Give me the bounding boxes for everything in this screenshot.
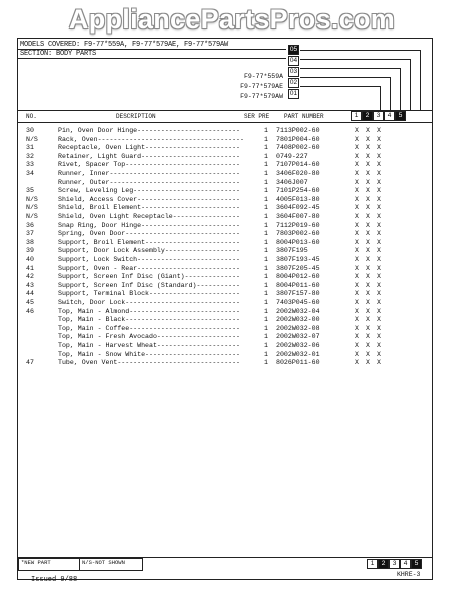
model-applicability-mark: X: [366, 256, 370, 263]
model-applicability-mark: X: [377, 127, 381, 134]
connector-line: [410, 59, 411, 110]
footer-model-box: 2: [378, 559, 389, 569]
model-applicability-mark: X: [366, 152, 370, 160]
item-number: 39: [26, 247, 34, 255]
part-description: Snap Ring, Door Hinge-------------------------: [58, 221, 241, 229]
not-shown-legend: N/S-NOT SHOWN: [82, 559, 125, 566]
part-description: Top, Main - Black-----------------------------: [58, 316, 241, 324]
footer-model-box: 5: [411, 559, 422, 569]
model-applicability-mark: X: [366, 264, 370, 272]
model-applicability-mark: X: [377, 281, 381, 289]
part-number: 2002W032-06: [276, 342, 320, 349]
model-applicability-mark: X: [366, 195, 370, 203]
connector-line: [400, 68, 401, 110]
part-quantity: 1: [264, 359, 268, 367]
part-number: 3406J007: [276, 178, 308, 186]
item-number: 38: [26, 238, 34, 246]
model-col-box: 4: [384, 111, 395, 121]
part-number: 7112P019-60: [276, 221, 320, 229]
part-number: 2002W032-07: [276, 333, 320, 341]
model-applicability-mark: X: [355, 333, 359, 341]
part-number: 0749-227: [276, 152, 308, 160]
header-divider: [18, 49, 286, 50]
part-quantity: 1: [264, 195, 268, 203]
model-applicability-mark: X: [366, 204, 370, 212]
footer-model-box: 3: [389, 559, 400, 569]
model-applicability-mark: X: [355, 359, 359, 367]
part-quantity: 1: [264, 213, 268, 220]
part-description: Support, Terminal Block-----------------------: [58, 290, 241, 298]
model-applicability-mark: X: [355, 178, 359, 186]
part-quantity: 1: [264, 161, 268, 169]
model-applicability-mark: X: [355, 256, 359, 263]
part-quantity: 1: [264, 221, 268, 229]
model-applicability-mark: X: [377, 170, 381, 177]
model-applicability-mark: X: [355, 247, 359, 255]
model-applicability-mark: X: [355, 221, 359, 229]
part-description: Top, Main - Almond----------------------------: [58, 307, 241, 315]
column-header-bottom-rule: [18, 122, 432, 123]
header-divider: [18, 58, 286, 59]
model-col-box: 1: [351, 111, 362, 121]
table-row: [18, 358, 432, 367]
part-description: Support, Screen Inf Disc (Giant)--------------: [58, 273, 241, 281]
model-applicability-mark: X: [366, 307, 370, 315]
item-number: N/S: [26, 213, 38, 220]
model-applicability-mark: X: [366, 187, 370, 195]
connector-line: [300, 59, 410, 60]
section-line: SECTION: BODY PARTS: [20, 50, 97, 58]
model-applicability-mark: X: [377, 359, 381, 367]
part-number: 8004P011-60: [276, 281, 320, 289]
connector-line: [300, 68, 400, 69]
part-description: Switch, Door Lock-----------------------------: [58, 299, 241, 306]
part-number: 8004P013-60: [276, 238, 320, 246]
part-number: 3604F007-80: [276, 213, 320, 220]
model-applicability-mark: X: [355, 195, 359, 203]
item-number: 42: [26, 273, 34, 281]
model-applicability-mark: X: [366, 178, 370, 186]
model-applicability-mark: X: [366, 170, 370, 177]
part-quantity: 1: [264, 307, 268, 315]
part-description: Top, Main - Snow White------------------------: [58, 350, 241, 358]
model-applicability-mark: X: [366, 230, 370, 238]
part-quantity: 1: [264, 178, 268, 186]
model-applicability-mark: X: [366, 127, 370, 134]
parts-list-page: [17, 38, 433, 580]
model-label: F9-77*579AW: [240, 93, 283, 100]
model-applicability-mark: X: [355, 230, 359, 238]
part-number: 7101P254-60: [276, 187, 320, 195]
part-number: 7801P004-60: [276, 135, 320, 143]
part-number: 4005F013-80: [276, 195, 320, 203]
model-col-box: 5: [395, 111, 406, 121]
model-applicability-mark: X: [377, 299, 381, 306]
model-applicability-mark: X: [366, 135, 370, 143]
item-number: 35: [26, 187, 34, 195]
model-index-box: 01: [289, 90, 298, 97]
col-header-description: DESCRIPTION: [116, 113, 156, 120]
part-number: 8026P011-60: [276, 359, 320, 367]
model-applicability-mark: X: [377, 350, 381, 358]
part-description: Top, Main - Harvest Wheat---------------------: [58, 342, 241, 349]
model-index-box: 05: [289, 46, 298, 53]
model-applicability-mark: X: [377, 178, 381, 186]
model-applicability-mark: X: [377, 273, 381, 281]
connector-line: [300, 86, 380, 87]
part-description: Retainer, Light Guard-------------------------: [58, 152, 241, 160]
part-number: 7408P002-60: [276, 144, 320, 152]
part-number: 2002W032-01: [276, 350, 320, 358]
model-applicability-mark: X: [366, 213, 370, 220]
model-applicability-mark: X: [355, 170, 359, 177]
part-quantity: 1: [264, 170, 268, 177]
model-applicability-mark: X: [377, 333, 381, 341]
part-quantity: 1: [264, 187, 268, 195]
model-applicability-mark: X: [377, 290, 381, 298]
part-number: 3807F195: [276, 247, 308, 255]
part-number: 8004P012-60: [276, 273, 320, 281]
model-applicability-mark: X: [366, 350, 370, 358]
footer-model-box: 4: [400, 559, 411, 569]
model-col-box: 3: [373, 111, 384, 121]
models-covered-line: MODELS COVERED: F9-77*559A, F9-77*579AE, F9-77*579AW: [20, 41, 229, 49]
part-quantity: 1: [264, 342, 268, 349]
part-description: Tube, Oven Vent-------------------------------: [58, 359, 241, 367]
model-applicability-mark: X: [355, 350, 359, 358]
connector-line: [390, 77, 391, 110]
col-header-part-number: PART NUMBER: [284, 113, 324, 120]
part-number: 3807F157-80: [276, 290, 320, 298]
col-header-qty: SER PRE: [244, 113, 270, 120]
part-quantity: 1: [264, 230, 268, 238]
model-applicability-mark: X: [366, 299, 370, 306]
model-index-box: 02: [289, 79, 298, 86]
part-quantity: 1: [264, 316, 268, 324]
part-number: 3406F020-80: [276, 170, 320, 177]
part-description: Pin, Oven Door Hinge--------------------------: [58, 127, 241, 134]
part-number: 3807F193-45: [276, 256, 320, 263]
item-number: 34: [26, 170, 34, 177]
part-number: 7403P045-60: [276, 299, 320, 306]
model-applicability-mark: X: [355, 213, 359, 220]
model-applicability-mark: X: [377, 342, 381, 349]
model-applicability-mark: X: [377, 316, 381, 324]
model-applicability-mark: X: [355, 204, 359, 212]
model-applicability-mark: X: [355, 264, 359, 272]
model-applicability-mark: X: [355, 281, 359, 289]
part-description: Runner, Inner---------------------------------: [58, 170, 241, 177]
issued-date: Issued 9/88: [31, 576, 78, 584]
model-applicability-mark: X: [366, 324, 370, 332]
item-number: 41: [26, 264, 34, 272]
item-number: N/S: [26, 204, 38, 212]
part-description: Support, Door Lock Assembly-------------------: [58, 247, 241, 255]
model-applicability-mark: X: [366, 273, 370, 281]
model-applicability-mark: X: [355, 161, 359, 169]
model-applicability-mark: X: [377, 264, 381, 272]
model-applicability-mark: X: [366, 238, 370, 246]
item-number: 30: [26, 127, 34, 134]
footer-model-box: 1: [367, 559, 378, 569]
part-number: 3807F205-45: [276, 264, 320, 272]
model-applicability-mark: X: [377, 144, 381, 152]
part-description: Top, Main - Coffee----------------------------: [58, 324, 241, 332]
item-number: 45: [26, 299, 34, 306]
part-quantity: 1: [264, 127, 268, 134]
part-quantity: 1: [264, 290, 268, 298]
part-quantity: 1: [264, 273, 268, 281]
page-code: KHRE-3: [397, 571, 421, 578]
model-applicability-mark: X: [377, 247, 381, 255]
model-applicability-mark: X: [366, 290, 370, 298]
item-number: 47: [26, 359, 34, 367]
model-applicability-mark: X: [377, 256, 381, 263]
model-label: F9-77*579AE: [240, 83, 283, 90]
model-applicability-mark: X: [355, 127, 359, 134]
part-quantity: 1: [264, 299, 268, 306]
model-applicability-mark: X: [355, 135, 359, 143]
model-applicability-mark: X: [355, 290, 359, 298]
part-description: Top, Main - Fresh Avocado---------------------: [58, 333, 241, 341]
model-applicability-mark: X: [377, 307, 381, 315]
model-applicability-mark: X: [377, 187, 381, 195]
connector-line: [380, 86, 381, 110]
part-description: Support, Broil Element------------------------: [58, 238, 241, 246]
connector-line: [300, 50, 420, 51]
part-number: 7107P014-60: [276, 161, 320, 169]
model-applicability-mark: X: [366, 247, 370, 255]
model-applicability-mark: X: [377, 161, 381, 169]
part-quantity: 1: [264, 144, 268, 152]
item-number: 46: [26, 307, 34, 315]
model-index-boxes: [288, 45, 299, 100]
part-quantity: 1: [264, 204, 268, 212]
part-description: Receptacle, Oven Light------------------------: [58, 144, 241, 152]
part-description: Shield, Access Cover--------------------------: [58, 195, 241, 203]
part-quantity: 1: [264, 256, 268, 263]
part-quantity: 1: [264, 333, 268, 341]
part-quantity: 1: [264, 238, 268, 246]
item-number: 33: [26, 161, 34, 169]
part-number: 2002W032-00: [276, 316, 320, 324]
model-applicability-mark: X: [366, 316, 370, 324]
item-number: 43: [26, 281, 34, 289]
model-applicability-mark: X: [377, 238, 381, 246]
item-number: 44: [26, 290, 34, 298]
part-quantity: 1: [264, 281, 268, 289]
model-applicability-mark: X: [355, 187, 359, 195]
model-applicability-mark: X: [355, 299, 359, 306]
item-number: N/S: [26, 135, 38, 143]
model-applicability-mark: X: [377, 213, 381, 220]
part-quantity: 1: [264, 324, 268, 332]
item-number: 37: [26, 230, 34, 238]
model-applicability-mark: X: [377, 324, 381, 332]
model-applicability-mark: X: [366, 342, 370, 349]
model-applicability-mark: X: [377, 204, 381, 212]
model-applicability-mark: X: [355, 342, 359, 349]
part-description: Screw, Leveling Leg---------------------------: [58, 187, 241, 195]
model-applicability-mark: X: [377, 195, 381, 203]
model-applicability-mark: X: [366, 144, 370, 152]
new-part-legend: *NEW PART: [21, 559, 51, 566]
model-label: F9-77*559A: [243, 73, 283, 80]
part-quantity: 1: [264, 264, 268, 272]
model-index-box: 04: [289, 57, 298, 64]
part-quantity: 1: [264, 247, 268, 255]
watermark: AppliancePartsPros.com: [68, 4, 396, 34]
part-description: Support, Lock Switch--------------------------: [58, 256, 241, 263]
model-applicability-mark: X: [377, 221, 381, 229]
part-description: Shield, Oven Light Receptacle-----------------: [58, 213, 241, 220]
model-applicability-mark: X: [377, 135, 381, 143]
model-applicability-mark: X: [366, 359, 370, 367]
item-number: 31: [26, 144, 34, 152]
part-number: 7803P002-60: [276, 230, 320, 238]
model-applicability-mark: X: [366, 221, 370, 229]
item-number: 36: [26, 221, 34, 229]
item-number: 40: [26, 256, 34, 263]
model-applicability-mark: X: [377, 152, 381, 160]
item-number: N/S: [26, 195, 38, 203]
model-applicability-mark: X: [366, 281, 370, 289]
part-description: Spring, Oven Door-----------------------------: [58, 230, 241, 238]
part-number: 2002W032-08: [276, 324, 320, 332]
part-quantity: 1: [264, 135, 268, 143]
part-description: Runner, Outer---------------------------------: [58, 178, 241, 186]
model-col-box: 2: [362, 111, 373, 121]
model-applicability-mark: X: [366, 161, 370, 169]
model-applicability-mark: X: [377, 230, 381, 238]
model-applicability-mark: X: [355, 152, 359, 160]
model-applicability-mark: X: [355, 307, 359, 315]
part-number: 7113P002-60: [276, 127, 320, 134]
part-description: Rack, Oven-------------------------------------: [58, 135, 244, 143]
part-description: Support, Oven - Rear--------------------------: [58, 264, 241, 272]
connector-line: [300, 77, 390, 78]
part-quantity: 1: [264, 350, 268, 358]
part-number: 2002W032-04: [276, 307, 320, 315]
item-number: 32: [26, 152, 34, 160]
model-applicability-mark: X: [355, 316, 359, 324]
model-applicability-mark: X: [355, 273, 359, 281]
col-header-no: NO.: [26, 113, 37, 120]
connector-line: [420, 50, 421, 110]
model-index-box: 03: [289, 68, 298, 75]
model-applicability-mark: X: [366, 333, 370, 341]
model-applicability-mark: X: [355, 324, 359, 332]
model-applicability-mark: X: [355, 238, 359, 246]
part-description: Rivet, Spacer Top-----------------------------: [58, 161, 241, 169]
part-description: Support, Screen Inf Disc (Standard)-----------: [58, 281, 241, 289]
part-quantity: 1: [264, 152, 268, 160]
part-description: Shield, Broil Element-------------------------: [58, 204, 241, 212]
part-number: 3604F092-45: [276, 204, 320, 212]
model-applicability-mark: X: [355, 144, 359, 152]
